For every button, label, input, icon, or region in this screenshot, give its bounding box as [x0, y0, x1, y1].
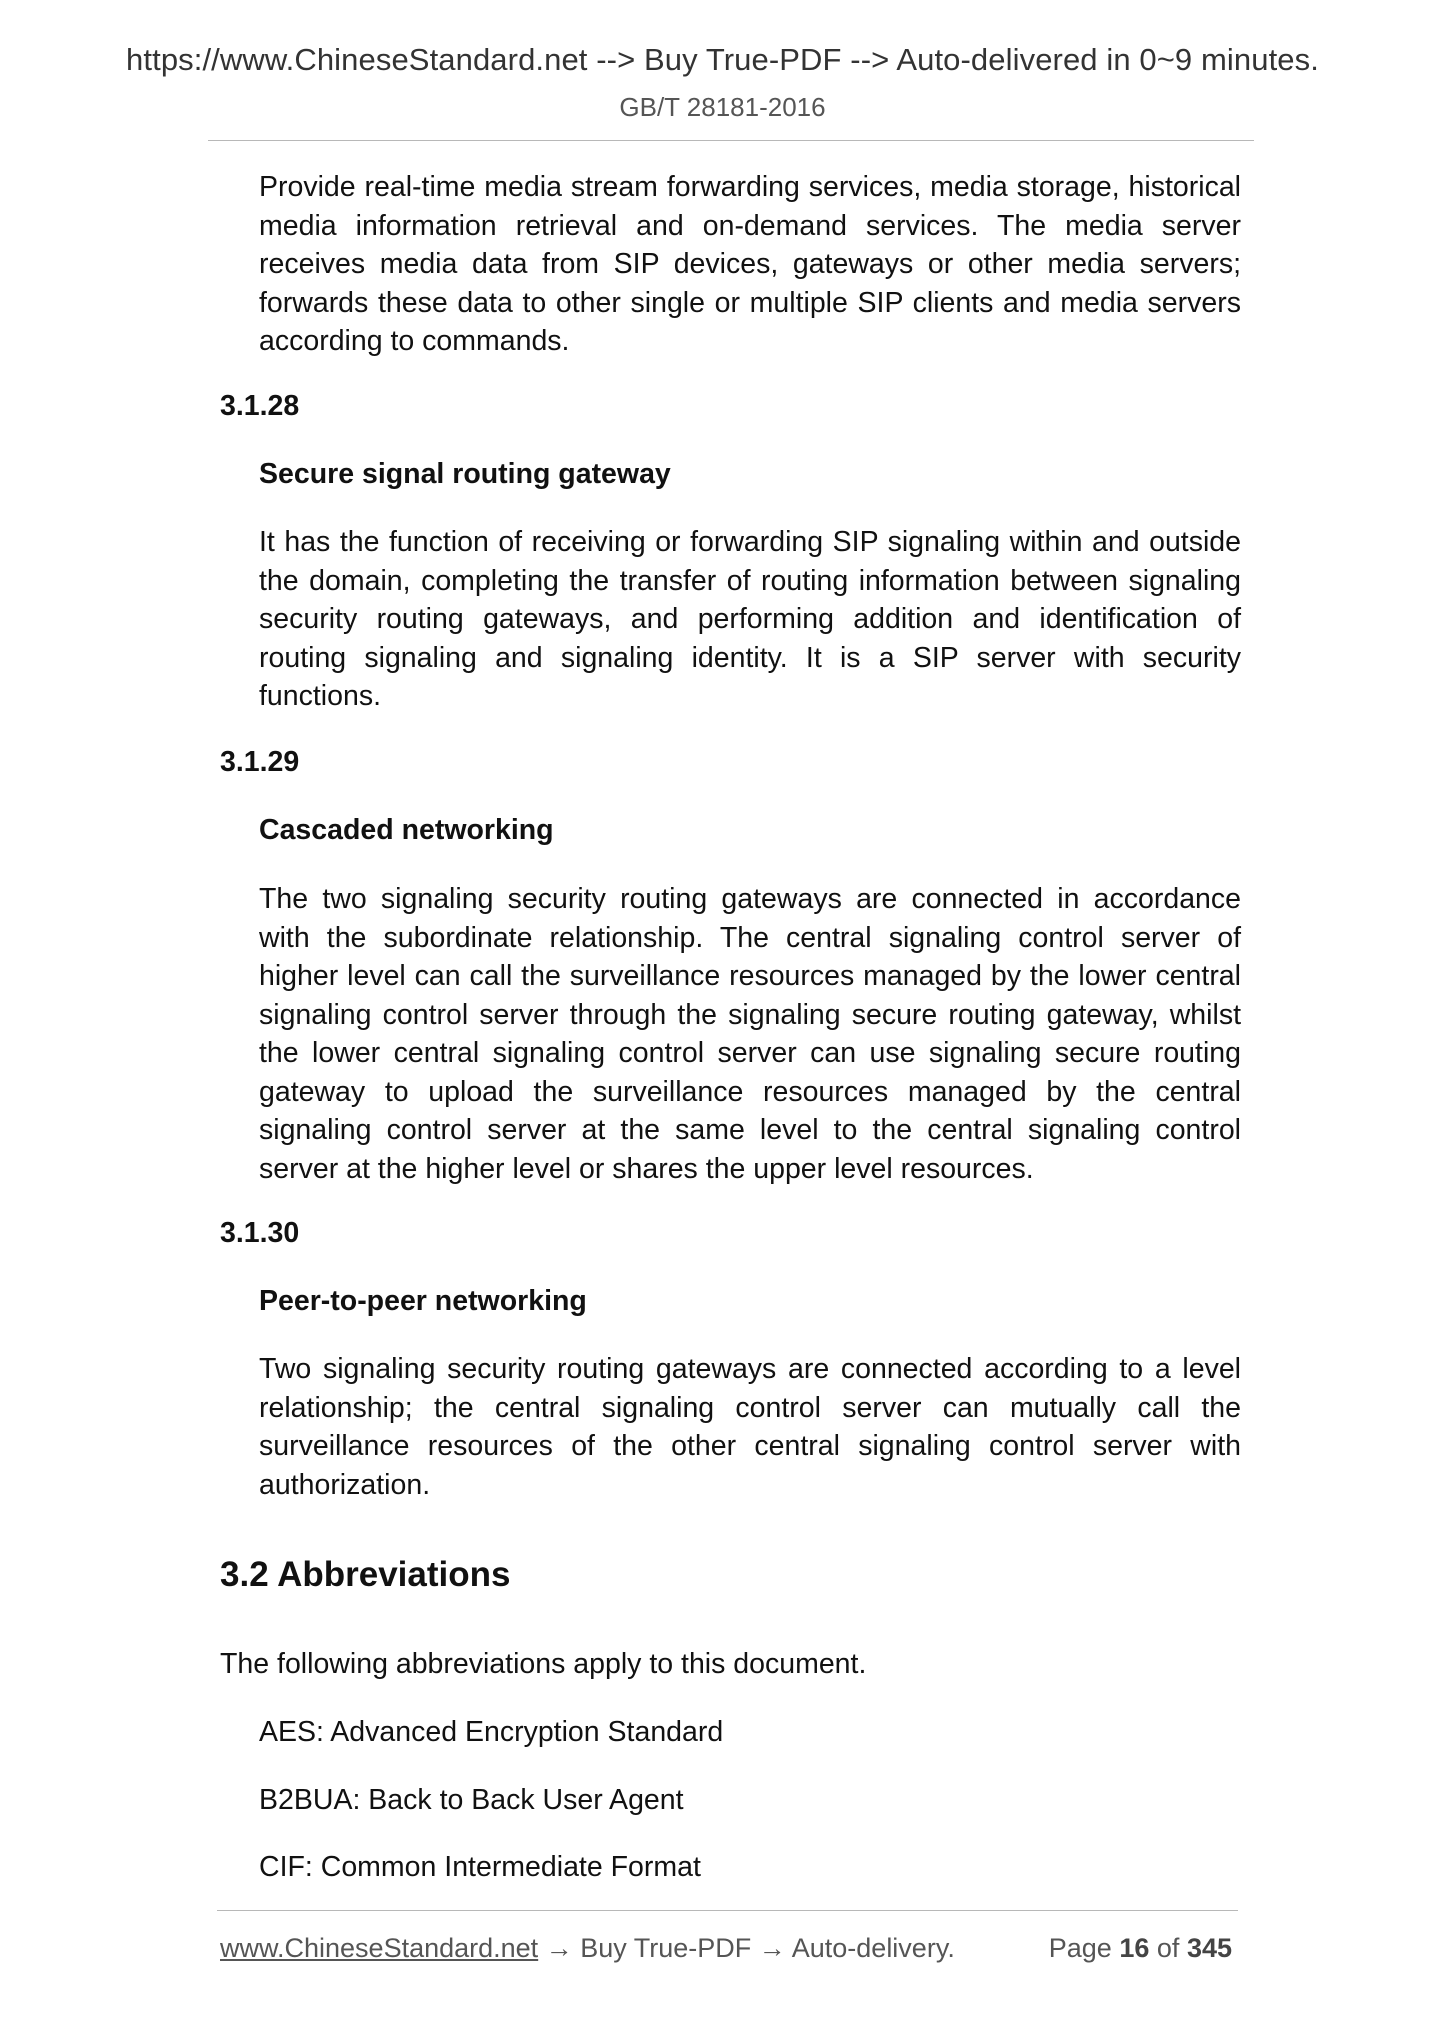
intro-paragraph: Provide real-time media stream forwarding services, media storage, historical media information retrieval and on-demand services. The media server receives media data from SIP devices, gateways or other media servers; forwards these data to other single or multiple SIP clients and media servers according to commands. [259, 171, 1241, 357]
page-indicator [1049, 1933, 1232, 1964]
abbreviation-item-b2bua: B2BUA: Back to Back User Agent [259, 1784, 684, 1816]
total-pages: 345 [1186, 1933, 1232, 1963]
footer-left [220, 1933, 955, 1964]
term-peer-to-peer-networking: Peer-to-peer networking [259, 1285, 587, 1317]
footer-site-link[interactable]: www.ChineseStandard.net [220, 1933, 539, 1963]
of-label: of [1156, 1933, 1180, 1963]
section-heading-abbreviations: 3.2 Abbreviations [220, 1555, 511, 1594]
abbreviations-intro: The following abbreviations apply to this document. [220, 1648, 867, 1680]
clause-number-3-1-28: 3.1.28 [220, 390, 300, 422]
term-secure-signal-routing-gateway: Secure signal routing gateway [259, 458, 671, 490]
header-divider [208, 140, 1254, 141]
term-cascaded-networking: Cascaded networking [259, 814, 554, 846]
standard-code: GB/T 28181-2016 [619, 92, 826, 122]
clause-number-3-1-30: 3.1.30 [220, 1217, 300, 1249]
page-number: 16 [1119, 1933, 1150, 1963]
header-banner: https://www.ChineseStandard.net --> Buy True-PDF --> Auto-delivered in 0~9 minutes. [126, 42, 1319, 77]
abbreviation-item-aes: AES: Advanced Encryption Standard [259, 1716, 724, 1748]
definition-3-1-28: It has the function of receiving or forwarding SIP signaling within and outside the domain, completing the transfer of routing information between signaling security routing gateways, and performing addition and identification of routing signaling and signaling identity. It is a SIP server with security functions. [259, 526, 1241, 712]
page-label: Page [1048, 1933, 1112, 1963]
footer-delivery-text: → Buy True-PDF → Auto-delivery. [538, 1933, 955, 1963]
definition-3-1-30: Two signaling security routing gateways are connected according to a level relationship; the central signaling control server can mutually call the surveillance resources of the other central signaling control server with authorization. [259, 1353, 1241, 1501]
abbreviation-item-cif: CIF: Common Intermediate Format [259, 1851, 701, 1883]
footer-divider [217, 1910, 1238, 1911]
clause-number-3-1-29: 3.1.29 [220, 746, 300, 778]
definition-3-1-29: The two signaling security routing gateways are connected in accordance with the subordinate relationship. The central signaling control server of higher level can call the surveillance resources managed by the lower central signaling control server through the signaling secure routing gateway, whilst the lower central signaling control server can use signaling secure routing gateway to upload the surveillance resources managed by the central signaling control server at the same level to the central signaling control server at the higher level or shares the upper level resources. [259, 883, 1241, 1185]
